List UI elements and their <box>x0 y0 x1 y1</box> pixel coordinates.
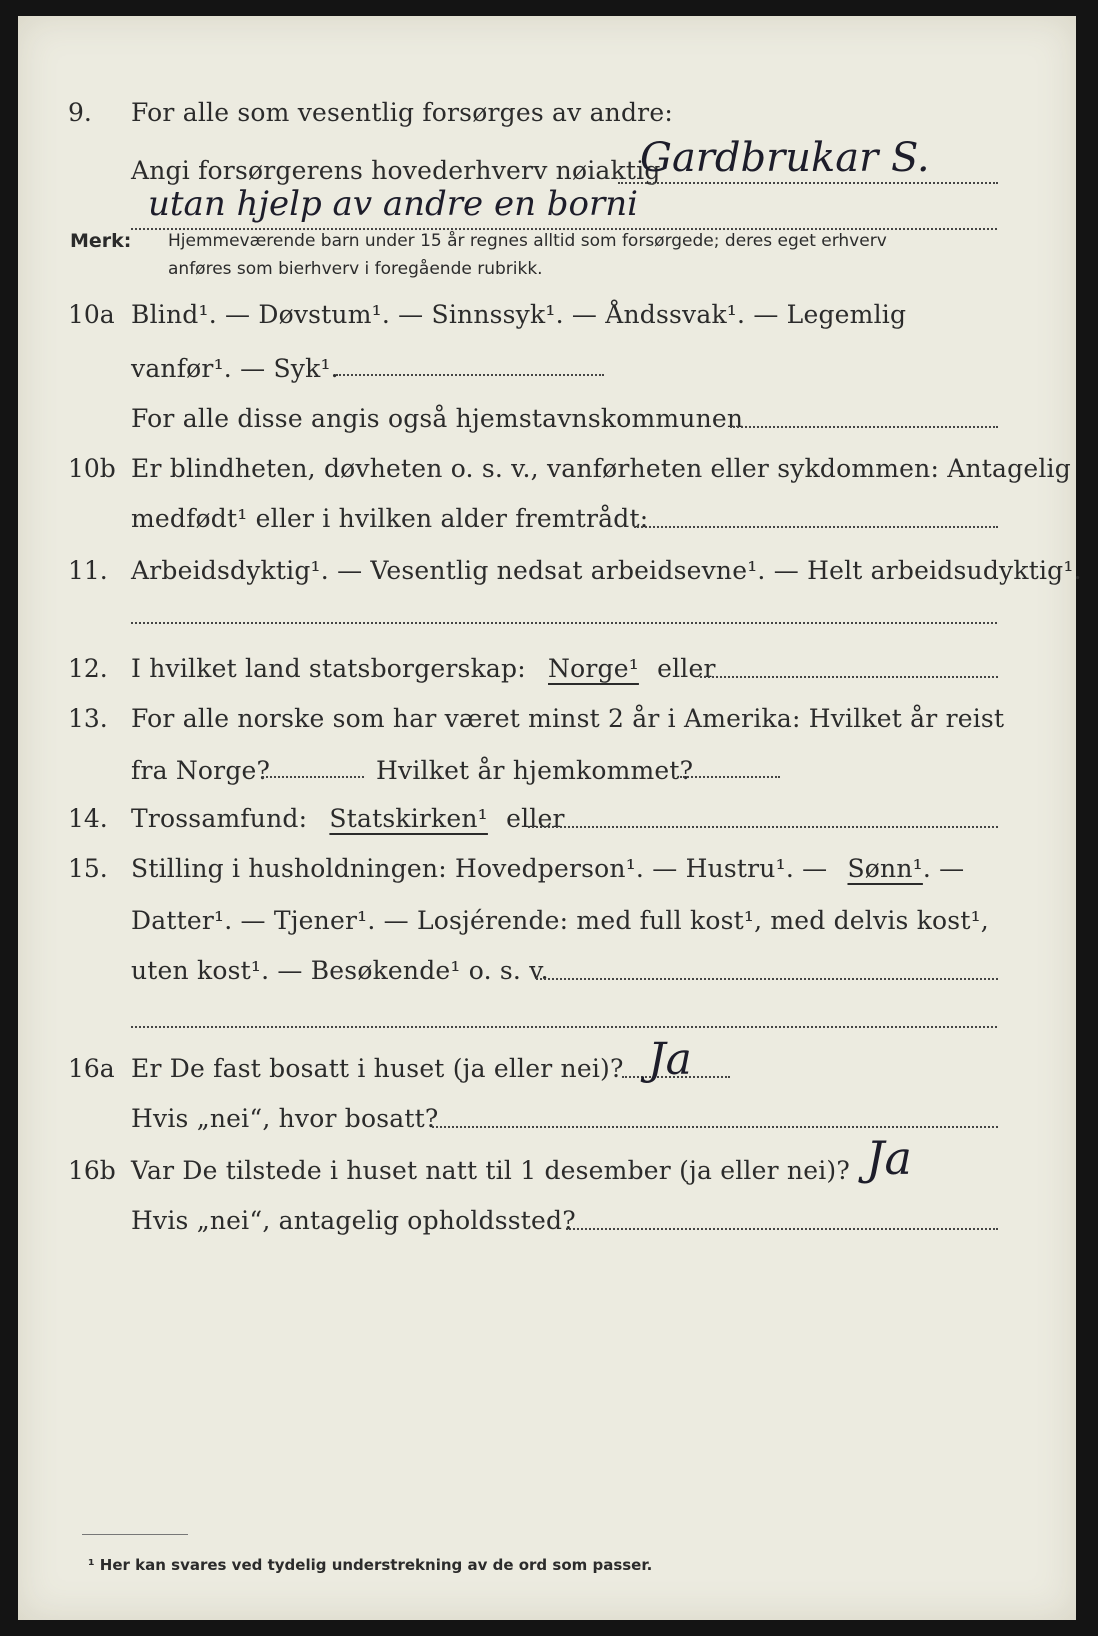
q16b-line-1: Var De tilstede i huset natt til 1 desember (ja eller nei)? <box>131 1156 850 1185</box>
q15-sonn-underlined: Sønn¹ <box>847 854 923 883</box>
q12-eller: eller <box>657 654 716 683</box>
q12-answer-line <box>700 676 998 678</box>
q12-question: I hvilket land statsborgerskap: <box>131 654 526 683</box>
q13-number: 13. <box>68 704 108 733</box>
q10a-line-3: For alle disse angis også hjemstavnskommunen <box>131 404 744 433</box>
q9-provider-label: Angi forsørgerens hovederhverv nøiaktig <box>131 156 661 185</box>
q16b-number: 16b <box>68 1156 116 1185</box>
q14-answer-line <box>528 826 998 828</box>
q12-line <box>131 652 716 686</box>
q14-line <box>131 802 565 836</box>
q15-line-1a: Stilling i husholdningen: Hovedperson¹. — Hustru¹. — <box>131 854 828 883</box>
q16a-bosatt-answer-line <box>432 1126 998 1128</box>
q16a-handwritten-answer: Ja <box>648 1034 692 1085</box>
census-form-page <box>18 16 1082 1620</box>
q10b-number: 10b <box>68 454 116 483</box>
q16b-line-2: Hvis „nei“, antagelig opholdssted? <box>131 1206 576 1235</box>
q10a-number: 10a <box>68 300 115 329</box>
q13-line-2b: Hvilket år hjemkommet? <box>376 756 694 785</box>
q15-number: 15. <box>68 854 108 883</box>
q9-question: For alle som vesentlig forsørges av andre: <box>131 98 673 127</box>
q10a-syk-answer-line <box>336 374 604 376</box>
q15-line-2: Datter¹. — Tjener¹. — Losjérende: med full kost¹, med delvis kost¹, <box>131 906 989 935</box>
q13-hjemkommet-answer-line <box>680 776 780 778</box>
q16b-handwritten-answer: Ja <box>866 1131 912 1185</box>
q12-norge-underlined: Norge¹ <box>548 654 639 683</box>
q15-line-1 <box>131 852 964 886</box>
merk-line-2: anføres som bierhverv i foregående rubrikk. <box>168 259 543 279</box>
q9-answer-line-1 <box>618 182 998 184</box>
q9-handwritten-answer-2: utan hjelp av andre en borni <box>148 184 639 224</box>
q10a-line-1: Blind¹. — Døvstum¹. — Sinnssyk¹. — Åndssvak¹. — Legemlig <box>131 300 907 329</box>
q13-line-2a: fra Norge? <box>131 756 271 785</box>
q16b-opholdssted-answer-line <box>566 1228 998 1230</box>
q15-line-1b: . — <box>922 854 965 883</box>
merk-label: Merk: <box>70 230 132 252</box>
merk-line-1: Hjemmeværende barn under 15 år regnes alltid som forsørgede; deres eget erhverv <box>168 231 887 251</box>
q14-number: 14. <box>68 804 108 833</box>
q10b-answer-line <box>634 526 998 528</box>
q10b-line-1: Er blindheten, døvheten o. s. v., vanførheten eller sykdommen: Antagelig <box>131 454 1071 483</box>
q11-line-1: Arbeidsdyktig¹. — Vesentlig nedsat arbeidsevne¹. — Helt arbeidsudyktig¹. <box>131 556 1082 585</box>
footnote: ¹ Her kan svares ved tydelig understrekning av de ord som passer. <box>88 1556 653 1574</box>
q10a-hjemstavn-answer-line <box>730 426 998 428</box>
q10a-line-2: vanfør¹. — Syk¹. <box>131 354 339 383</box>
q11-number: 11. <box>68 556 108 585</box>
q11-answer-line <box>131 622 997 624</box>
q16a-line-2: Hvis „nei“, hvor bosatt? <box>131 1104 439 1133</box>
q10b-line-2: medfødt¹ eller i hvilken alder fremtrådt: <box>131 504 649 533</box>
q14-question: Trossamfund: <box>131 804 308 833</box>
q15-answer-line <box>536 978 998 980</box>
q9-handwritten-answer-1: Gardbrukar S. <box>640 135 930 181</box>
q16a-number: 16a <box>68 1054 115 1083</box>
q14-statskirken-underlined: Statskirken¹ <box>329 804 488 833</box>
q13-reist-answer-line <box>262 776 364 778</box>
q14-eller: eller <box>506 804 565 833</box>
q15-line-3: uten kost¹. — Besøkende¹ o. s. v. <box>131 956 549 985</box>
q13-line-1: For alle norske som har været minst 2 år i Amerika: Hvilket år reist <box>131 704 1005 733</box>
q16a-line-1: Er De fast bosatt i huset (ja eller nei)? <box>131 1054 624 1083</box>
q9-number: 9. <box>68 98 92 127</box>
q15-extra-answer-line <box>131 1026 997 1028</box>
q12-number: 12. <box>68 654 108 683</box>
footnote-rule <box>82 1534 188 1535</box>
